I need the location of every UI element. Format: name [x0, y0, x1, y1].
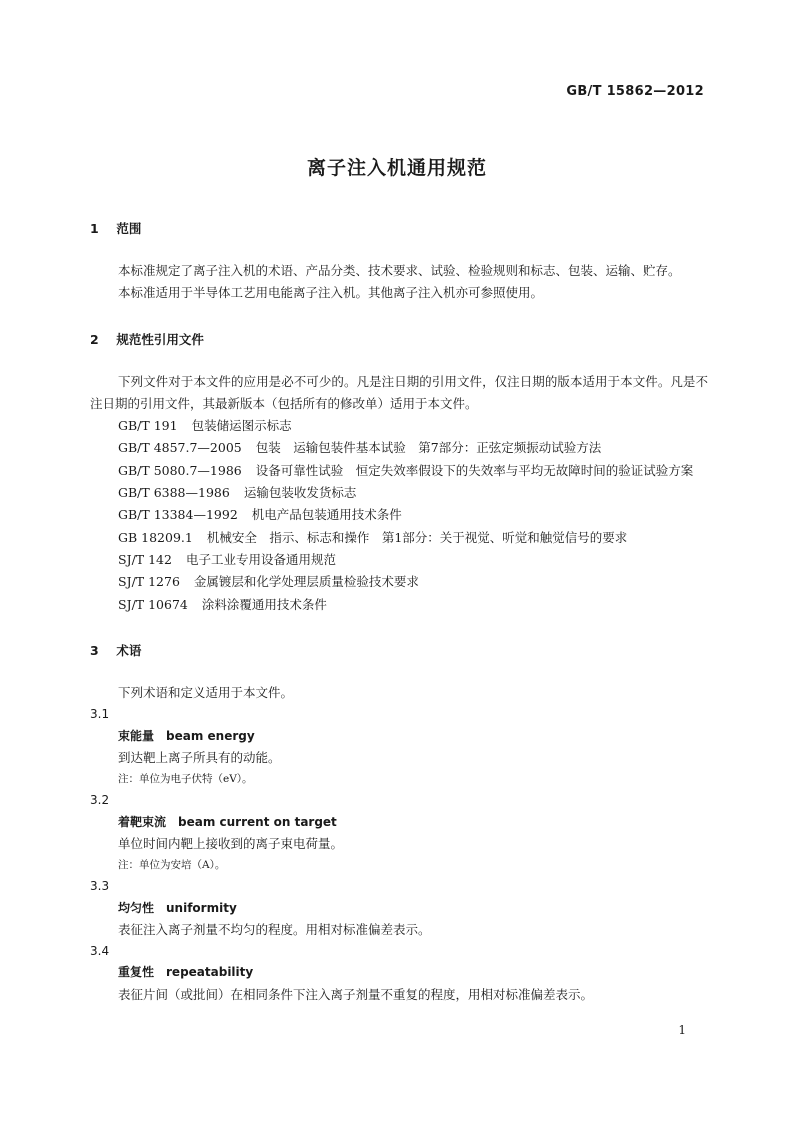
reference-title: 电子工业专用设备通用规范 [185, 551, 336, 567]
term-note: 注：单位为安培（A）。 [118, 858, 226, 871]
reference-code: GB/T 5080.7—1986 [118, 462, 242, 478]
section-number: 3 [90, 642, 99, 658]
reference-title: 金属镀层和化学处理层质量检验技术要求 [193, 574, 419, 590]
section-title: 范围 [116, 221, 142, 236]
term-heading [90, 898, 708, 920]
section-number: 2 [90, 331, 99, 347]
term-number: 3.2 [90, 793, 110, 808]
term-heading [90, 812, 708, 834]
term-en: uniformity [166, 900, 237, 915]
term-note: 注：单位为电子伏特（eV）。 [118, 772, 253, 785]
section-title: 术语 [116, 642, 142, 658]
term-en: beam energy [166, 728, 255, 743]
term-zh: 均匀性 [118, 900, 155, 915]
standard-code: GB/T 15862—2012 [566, 84, 704, 99]
document-title: 离子注入机通用规范 [306, 157, 487, 179]
term-definition: 表征片间（或批间）在相同条件下注入离子剂量不重复的程度，用相对标准偏差表示。 [118, 986, 594, 1002]
term-zh: 着靶束流 [118, 814, 167, 829]
reference-title: 包装 运输包装件基本试验 第7部分：正弦定频振动试验方法 [255, 440, 602, 456]
document-body [90, 218, 708, 1005]
term-number: 3.1 [90, 707, 110, 722]
term-definition: 单位时间内靶上接收到的离子束电荷量。 [118, 836, 344, 852]
reference-code: GB/T 4857.7—2005 [118, 440, 242, 456]
term-definition: 到达靶上离子所具有的动能。 [118, 750, 281, 766]
page-number: 1 [678, 1023, 686, 1037]
reference-code: SJ/T 142 [118, 551, 172, 567]
reference-code: GB/T 191 [118, 418, 178, 434]
section-number: 1 [90, 221, 99, 236]
reference-title: 涂料涂覆通用技术条件 [201, 596, 327, 612]
term-zh: 束能量 [118, 728, 155, 743]
reference-item [90, 527, 708, 549]
reference-item [90, 549, 708, 571]
reference-title: 机电产品包装通用技术条件 [251, 507, 402, 523]
reference-code: GB/T 6388—1986 [118, 485, 230, 501]
paragraph: 本标准适用于半导体工艺用电能离子注入机。其他离子注入机亦可参照使用。 [118, 285, 544, 301]
reference-code: SJ/T 1276 [118, 574, 180, 590]
reference-item [90, 460, 708, 482]
term-definition: 表征注入离子剂量不均匀的程度。用相对标准偏差表示。 [118, 922, 431, 938]
paragraph: 下列术语和定义适用于本文件。 [118, 684, 294, 700]
reference-item [90, 437, 708, 459]
term-heading [90, 962, 708, 984]
reference-item [90, 594, 708, 616]
reference-code: SJ/T 10674 [118, 596, 188, 612]
term-number: 3.4 [90, 943, 110, 958]
reference-code: GB/T 13384—1992 [118, 507, 238, 523]
reference-item [90, 571, 708, 593]
term-number: 3.3 [90, 879, 110, 894]
section-heading-normative-references [90, 329, 708, 351]
term-heading [90, 726, 708, 748]
reference-title: 运输包装收发货标志 [243, 485, 357, 501]
paragraph: 下列文件对于本文件的应用是必不可少的。凡是注日期的引用文件，仅注日期的版本适用于本文件。凡是不注日期的引用文件，其最新版本（包括所有的修改单）适用于本文件。 [90, 373, 708, 411]
reference-code: GB 18209.1 [118, 529, 193, 545]
term-zh: 重复性 [118, 965, 155, 980]
reference-title: 包装储运图示标志 [191, 418, 292, 434]
paragraph: 本标准规定了离子注入机的术语、产品分类、技术要求、试验、检验规则和标志、包装、运输、贮存。 [118, 263, 681, 278]
section-title: 规范性引用文件 [116, 331, 204, 347]
reference-item [90, 482, 708, 504]
term-en: repeatability [166, 965, 254, 980]
section-heading-terms [90, 640, 708, 662]
section-heading-scope [90, 218, 708, 240]
term-en: beam current on target [178, 814, 337, 829]
reference-item [90, 504, 708, 526]
reference-title: 机械安全 指示、标志和操作 第1部分：关于视觉、听觉和触觉信号的要求 [206, 529, 628, 545]
reference-title: 设备可靠性试验 恒定失效率假设下的失效率与平均无故障时间的验证试验方案 [255, 462, 694, 478]
reference-item [90, 415, 708, 437]
